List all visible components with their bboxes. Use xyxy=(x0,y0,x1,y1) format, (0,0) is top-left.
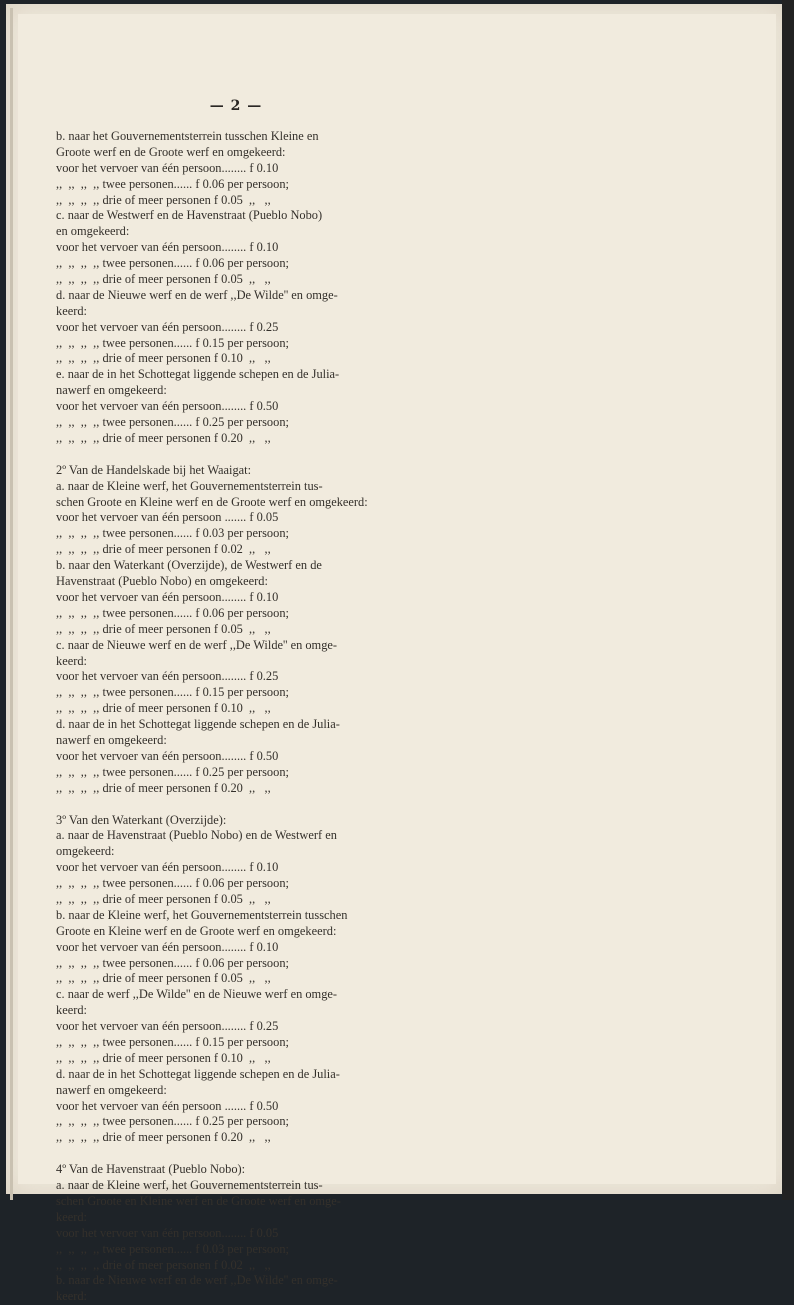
text-line: ,, ,, ,, ,, twee personen...... f 0.06 per persoon; xyxy=(56,256,289,271)
text-line: keerd: xyxy=(56,653,87,668)
text-line: ,, ,, ,, ,, drie of meer personen f 0.05 ,, ,, xyxy=(56,891,271,906)
text-line: ,, ,, ,, ,, drie of meer personen f 0.02 ,, ,, xyxy=(56,1257,271,1272)
text-line: b. naar het Gouvernementsterrein tusschen Kleine en xyxy=(56,129,319,143)
text-line: c. naar de werf ,,De Wilde'' en de Nieuwe werf en omge- xyxy=(56,987,338,1002)
text-line: voor het vervoer van één persoon........ f 0.10 xyxy=(56,939,279,954)
text-line: voor het vervoer van één persoon ....... f 0.50 xyxy=(56,1098,279,1113)
text-line: ,, ,, ,, ,, drie of meer personen f 0.05 ,, ,, xyxy=(56,971,271,986)
text-line: en omgekeerd: xyxy=(56,224,130,239)
text-line: ,, ,, ,, ,, drie of meer personen f 0.20 ,, ,, xyxy=(56,780,271,795)
text-line: keerd: xyxy=(56,1289,87,1304)
text-line: ,, ,, ,, ,, drie of meer personen f 0.20 ,, ,, xyxy=(56,1130,271,1145)
text-line: ,, ,, ,, ,, drie of meer personen f 0.10 ,, ,, xyxy=(56,701,271,716)
text-line: nawerf en omgekeerd: xyxy=(56,732,167,747)
text-line: Havenstraat (Pueblo Nobo) en omgekeerd: xyxy=(56,574,268,589)
text-line: ,, ,, ,, ,, drie of meer personen f 0.20 ,, ,, xyxy=(56,430,271,445)
text-line: ,, ,, ,, ,, twee personen...... f 0.25 per persoon; xyxy=(56,415,289,430)
text-line: voor het vervoer van één persoon........ f 0.10 xyxy=(56,589,279,604)
text-line: nawerf en omgekeerd: xyxy=(56,383,167,398)
text-line: b. naar de Nieuwe werf en de werf ,,De Wilde'' en omge- xyxy=(56,1273,338,1288)
scan-border xyxy=(782,0,794,1200)
text-line: voor het vervoer van één persoon........ f 0.25 xyxy=(56,1019,279,1034)
text-line: ,, ,, ,, ,, drie of meer personen f 0.10 ,, ,, xyxy=(56,1050,271,1065)
section-gap xyxy=(56,1146,410,1162)
text-line: nawerf en omgekeerd: xyxy=(56,1082,167,1097)
text-line: voor het vervoer van één persoon........ f 0.10 xyxy=(56,860,279,875)
text-line: voor het vervoer van één persoon........ f 0.25 xyxy=(56,319,279,334)
text-line: Groote en Kleine werf en de Groote werf en omgekeerd: xyxy=(56,923,337,938)
text-line: omgekeerd: xyxy=(56,844,115,859)
text-line: a. naar de Kleine werf, het Gouvernementsterrein tus- xyxy=(56,478,323,493)
text-line: ,, ,, ,, ,, drie of meer personen f 0.05 ,, ,, xyxy=(56,192,271,207)
text-line: b. naar de Kleine werf, het Gouvernementsterrein tusschen xyxy=(56,907,348,922)
text-line: Groote werf en de Groote werf en omgekeerd: xyxy=(56,144,286,159)
text-line: ,, ,, ,, ,, twee personen...... f 0.03 per persoon; xyxy=(56,1241,289,1256)
text-line: d. naar de in het Schottegat liggende schepen en de Julia- xyxy=(56,1066,340,1081)
text-line: schen Groote en Kleine werf en de Groote werf en omgekeerd: xyxy=(56,494,368,509)
text-line: ,, ,, ,, ,, twee personen...... f 0.25 per persoon; xyxy=(56,764,289,779)
text-line: a. naar de Kleine werf, het Gouvernementsterrein tus- xyxy=(56,1178,323,1193)
text-line: c. naar de Westwerf en de Havenstraat (Pueblo Nobo) xyxy=(56,208,323,223)
text-line: d. naar de in het Schottegat liggende schepen en de Julia- xyxy=(56,717,340,732)
text-line: a. naar de Havenstraat (Pueblo Nobo) en de Westwerf en xyxy=(56,828,337,843)
text-line: 2º Van de Handelskade bij het Waaigat: xyxy=(56,462,252,477)
text-line: 3º Van den Waterkant (Overzijde): xyxy=(56,812,227,827)
text-line: keerd: xyxy=(56,1003,87,1018)
text-line: ,, ,, ,, ,, drie of meer personen f 0.02 ,, ,, xyxy=(56,542,271,557)
text-line: ,, ,, ,, ,, drie of meer personen f 0.05 ,, ,, xyxy=(56,272,271,287)
text-line: keerd: xyxy=(56,1209,87,1224)
section-gap xyxy=(56,447,410,463)
text-line: ,, ,, ,, ,, twee personen...... f 0.25 per persoon; xyxy=(56,1114,289,1129)
text-line: voor het vervoer van één persoon........ f 0.10 xyxy=(56,240,279,255)
document-page xyxy=(6,4,786,1304)
text-line: keerd: xyxy=(56,303,87,318)
page-edge xyxy=(10,8,13,1200)
text-line: voor het vervoer van één persoon........ f 0.50 xyxy=(56,748,279,763)
text-line: voor het vervoer van één persoon ....... f 0.05 xyxy=(56,510,279,525)
text-line: e. naar de in het Schottegat liggende schepen en de Julia- xyxy=(56,367,340,382)
text-line: 4º Van de Havenstraat (Pueblo Nobo): xyxy=(56,1162,246,1177)
text-line: b. naar den Waterkant (Overzijde), de Westwerf en de xyxy=(56,558,322,573)
text-line: ,, ,, ,, ,, twee personen...... f 0.06 per persoon; xyxy=(56,876,289,891)
text-line: c. naar de Nieuwe werf en de werf ,,De Wilde'' en omge- xyxy=(56,637,338,652)
text-line: d. naar de Nieuwe werf en de werf ,,De Wilde'' en omge- xyxy=(56,287,338,302)
text-line: ,, ,, ,, ,, twee personen...... f 0.03 per persoon; xyxy=(56,526,289,541)
text-line: ,, ,, ,, ,, drie of meer personen f 0.10 ,, ,, xyxy=(56,351,271,366)
text-line: ,, ,, ,, ,, drie of meer personen f 0.05 ,, ,, xyxy=(56,621,271,636)
page-number: — 2 — xyxy=(209,98,263,114)
text-line: voor het vervoer van één persoon........ f 0.10 xyxy=(56,160,279,175)
text-line: ,, ,, ,, ,, twee personen...... f 0.15 per persoon; xyxy=(56,1034,289,1049)
section-gap xyxy=(56,797,410,813)
text-line: voor het vervoer van één persoon........ f 0.50 xyxy=(56,399,279,414)
text-line: ,, ,, ,, ,, twee personen...... f 0.06 per persoon; xyxy=(56,955,289,970)
text-line: ,, ,, ,, ,, twee personen...... f 0.15 per persoon; xyxy=(56,335,289,350)
text-line: schen Groote en Kleine werf en de Groote werf en omge- xyxy=(56,1194,341,1208)
text-line: voor het vervoer van één persoon........ f 0.05 xyxy=(56,1225,279,1240)
text-column xyxy=(56,129,410,1305)
text-line: ,, ,, ,, ,, twee personen...... f 0.06 per persoon; xyxy=(56,605,289,620)
text-line: ,, ,, ,, ,, twee personen...... f 0.06 per persoon; xyxy=(56,176,289,191)
text-line: voor het vervoer van één persoon........ f 0.25 xyxy=(56,669,279,684)
text-line: ,, ,, ,, ,, twee personen...... f 0.15 per persoon; xyxy=(56,685,289,700)
